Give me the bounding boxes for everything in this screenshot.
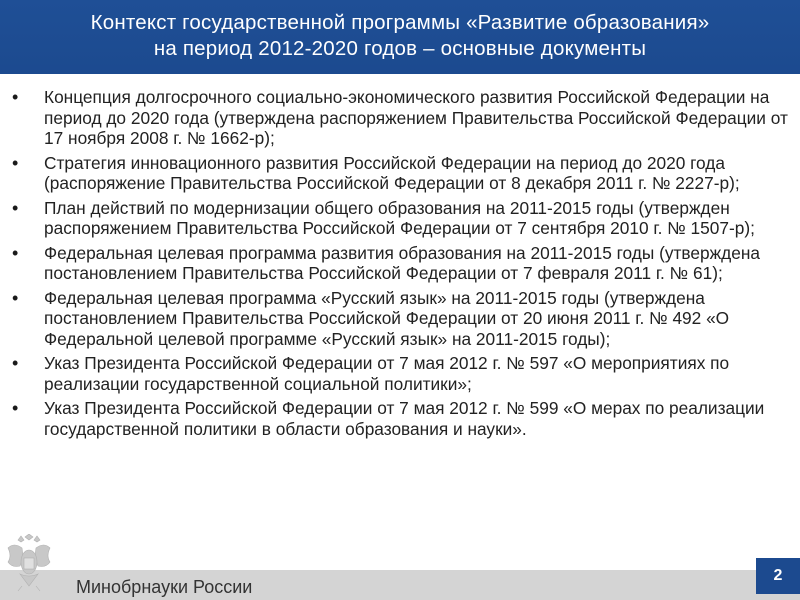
coat-of-arms-icon bbox=[6, 534, 52, 592]
slide-header bbox=[0, 0, 800, 74]
list-item-text: План действий по модернизации общего образования на 2011-2015 годы (утвержден распоряжением Правительства Российской Федерации от 7 сентября 2010 г. № 1507-р); bbox=[44, 197, 755, 238]
list-item bbox=[8, 243, 788, 284]
list-item bbox=[8, 398, 788, 439]
list-item-text: Стратегия инновационного развития Российской Федерации на период до 2020 года (распоряжение Правительства Российской Федерации от 8 декабря 2011 г. № 2227-р); bbox=[44, 152, 740, 193]
bullet-icon: • bbox=[12, 398, 19, 418]
list-item-text: Федеральная целевая программа «Русский язык» на 2011-2015 годы (утверждена постановлением Правительства Российской Федерации от 20 июня 2011 г. № 492 «О Федеральной целевой программе «Русский язык» на 2011-2015 годы); bbox=[44, 287, 730, 349]
bullet-icon: • bbox=[12, 287, 19, 308]
list-item-text: Указ Президента Российской Федерации от 7 мая 2012 г. № 597 «О мероприятиях по реализации государственной социальной политики»; bbox=[44, 353, 730, 394]
slide-title-line-1: Контекст государственной программы «Развитие образования» bbox=[90, 11, 710, 34]
list-item bbox=[8, 87, 788, 149]
list-item bbox=[8, 153, 788, 194]
list-item-text: Указ Президента Российской Федерации от 7 мая 2012 г. № 599 «О мерах по реализации государственной политики в области образования и науки». bbox=[44, 398, 765, 439]
list-item bbox=[8, 198, 788, 239]
bullet-icon: • bbox=[12, 353, 19, 373]
page-number: 2 bbox=[756, 558, 800, 594]
document-list bbox=[8, 87, 788, 443]
list-item-text: Федеральная целевая программа развития образования на 2011-2015 годы (утверждена постановлением Правительства Российской Федерации от 7 февраля 2011 г. № 61); bbox=[44, 242, 761, 283]
bullet-icon: • bbox=[12, 242, 19, 263]
list-item bbox=[8, 288, 788, 350]
bullet-icon: • bbox=[12, 152, 19, 173]
list-item bbox=[8, 353, 788, 394]
ministry-label: Минобрнауки России bbox=[76, 577, 253, 597]
slide-title-line-2: на период 2012-2020 годов – основные документы bbox=[153, 37, 647, 60]
bullet-icon: • bbox=[12, 87, 19, 107]
list-item-text: Концепция долгосрочного социально-экономического развития Российской Федерации на период до 2020 года (утверждена распоряжением Правительства Российской Федерации от 17 ноября 2008 г. № 1662-р); bbox=[44, 87, 788, 148]
bullet-icon: • bbox=[12, 197, 19, 218]
